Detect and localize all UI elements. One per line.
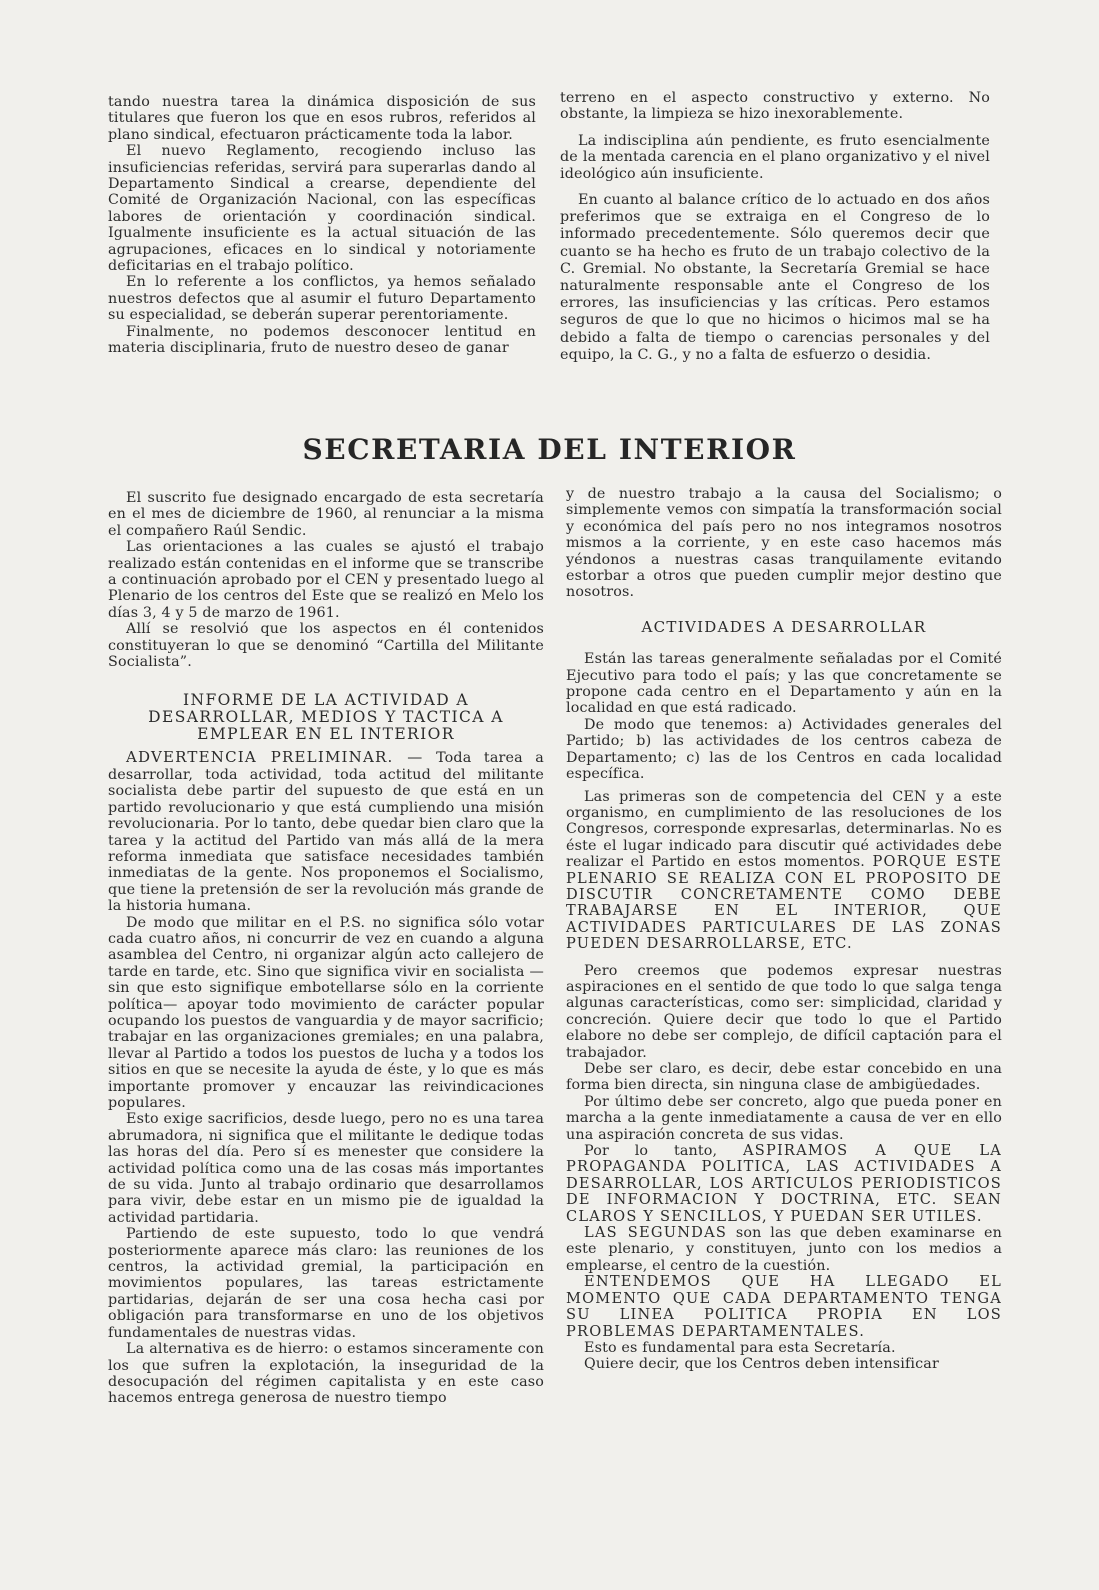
bottom-left-column xyxy=(108,490,544,1407)
paragraph: Por último debe ser concreto, algo que pueda poner en marcha a la gente inmediatamente a causa de ver en ello una aspiración concreta de sus vidas. xyxy=(566,1093,1002,1143)
paragraph xyxy=(566,789,1002,953)
paragraph: Finalmente, no podemos desconocer lentitud en materia disciplinaria, fruto de nuestro deseo de ganar xyxy=(108,323,536,357)
report-subheading: INFORME DE LA ACTIVIDAD A DESARROLLAR, MEDIOS Y TACTICA A EMPLEAR EN EL INTERIOR xyxy=(148,691,504,744)
paragraph xyxy=(108,749,544,914)
paragraph xyxy=(566,1225,1002,1274)
paragraph-caps: PORQUE ESTE PLENARIO SE REALIZA CON EL PROPOSITO DE DISCUTIR CONCRETAMENTE COMO DEBE TRABAJARSE EN EL INTERIOR, QUE ACTIVIDADES PARTICULARES DE LAS ZONAS PUEDEN DESARROLLARSE, ETC. xyxy=(566,853,1002,953)
bottom-right-column xyxy=(566,486,1002,1373)
paragraph-caps: ENTENDEMOS QUE HA LLEGADO EL MOMENTO QUE CADA DEPARTAMENTO TENGA SU LINEA POLITICA PROPIA EN LOS PROBLEMAS DEPARTAMENTALES. xyxy=(566,1273,1002,1340)
paragraph-caps: ASPIRAMOS A QUE LA PROPAGANDA POLITICA, LAS ACTIVIDADES A DESARROLLAR, LOS ARTICULOS PERIODISTICOS DE INFORMACION Y DOCTRINA, ETC. SEAN CLAROS Y SENCILLOS, Y PUEDAN SER UTILES. xyxy=(566,1142,1002,1225)
paragraph: De modo que tenemos: a) Actividades generales del Partido; b) las actividades de los centros cabeza de Departamento; c) las de los Centros en cada localidad específica. xyxy=(566,716,1002,783)
paragraph: terreno en el aspecto constructivo y externo. No obstante, la limpieza se hizo inexorablemente. xyxy=(560,90,990,123)
paragraph: Allí se resolvió que los aspectos en él contenidos constituyeran lo que se denominó “Cartilla del Militante Socialista”. xyxy=(108,621,544,671)
paragraph-text: son las que deben examinarse en este plenario, y constituyen, junto con los medios a emplearse, el centro de la cuestión. xyxy=(566,1225,1002,1274)
top-right-column xyxy=(560,90,990,364)
paragraph: Están las tareas generalmente señaladas por el Comité Ejecutivo para todo el país; y las que concretamente se propone cada centro en el Departamento y aún en la localidad en que está radicado. xyxy=(566,651,1002,717)
paragraph: El suscrito fue designado encargado de esta secretaría en el mes de diciembre de 1960, al renunciar a la misma el compañero Raúl Sendic. xyxy=(108,490,544,539)
paragraph: Esto exige sacrificios, desde luego, pero no es una tarea abrumadora, ni significa que el militante le dedique todas las horas del día. Pero sí es menester que considere la actividad política como una de las cosas más importantes de su vida. Junto al trabajo ordinario que desarrollamos para vivir, debe estar en un mismo pie de igualdad la actividad partidaria. xyxy=(108,1111,544,1226)
paragraph-text: Toda tarea a desarrollar, toda actividad, toda actitud del militante socialista debe partir del supuesto de que está en un partido revolucionario y que está cumpliendo una misión revolucionaria. Por lo tanto, debe quedar bien claro que la tarea y la actitud del Partido van más allá de la mera reforma inmediata que satisface necesidades también inmediatas de la gente. Nos proponemos el Socialismo, que tiene la pretensión de ser la revolución más grande de la historia humana. xyxy=(108,750,544,915)
paragraph-text: Por lo tanto, xyxy=(584,1143,718,1160)
paragraph-lead: ADVERTENCIA PRELIMINAR. — xyxy=(126,748,424,767)
paragraph: La alternativa es de hierro: o estamos sinceramente con los que sufren la explotación, la inseguridad de la desocupación del régimen capitalista y en este caso hacemos entrega generosa de nuestro tiempo xyxy=(108,1341,544,1407)
paragraph: y de nuestro trabajo a la causa del Socialismo; o simplemente vemos con simpatía la transformación social y económica del país pero no nos integramos nosotros mismos a la corriente, y en este caso hacemos más yéndonos a nuestras casas tranquilamente evitando estorbar a otros que pueden cumplir mejor destino que nosotros. xyxy=(566,486,1002,601)
activities-subheading: ACTIVIDADES A DESARROLLAR xyxy=(641,617,927,636)
paragraph: Esto es fundamental para esta Secretaría. xyxy=(584,1339,896,1356)
paragraph: tando nuestra tarea la dinámica disposición de sus titulares que fueron los que en esos rubros, referidos al plano sindical, efectuaron prácticamente toda la labor. xyxy=(108,94,536,143)
paragraph: De modo que militar en el P.S. no significa sólo votar cada cuatro años, ni concurrir de vez en cuando a alguna asamblea del Centro, ni organizar algún acto callejero de tarde en tarde, etc. Sino que significa vivir en socialista —sin que esto signifique embotellarse sólo en la corriente política— apoyar todo movimiento de carácter popular ocupando los puestos de vanguardia y de mayor sacrificio; trabajar en las organizaciones gremiales; en una palabra, llevar al Partido a todos los puestos de lucha y a todos los sitios en que se necesite la ayuda de éste, y lo que es más importante promover y encauzar las reivindicaciones populares. xyxy=(108,914,544,1111)
paragraph: En cuanto al balance crítico de lo actuado en dos años preferimos que se extraiga en el Congreso de lo informado precedentemente. Sólo queremos decir que cuanto se ha hecho es fruto de un trabajo colectivo de la C. Gremial. No obstante, la Secretaría Gremial se hace naturalmente responsable ante el Congreso de los errores, las insuficiencias y las críticas. Pero estamos seguros de que lo que no hicimos o hicimos mal se ha debido a falta de tiempo o carencias personales y del equipo, la C. G., y no a falta de esfuerzo o desidia. xyxy=(560,192,990,363)
section-title: SECRETARIA DEL INTERIOR xyxy=(302,433,797,466)
paragraph: La indisciplina aún pendiente, es fruto esencialmente de la mentada carencia en el plano organizativo y el nivel ideológico aún insuficiente. xyxy=(560,132,990,182)
paragraph: Pero creemos que podemos expresar nuestras aspiraciones en el sentido de que todo lo que salga tenga algunas características, como ser: simplicidad, claridad y concreción. Quiere decir que todo lo que el Partido elabore no debe ser complejo, de difícil captación para el trabajador. xyxy=(566,962,1002,1061)
paragraph: Debe ser claro, es decir, debe estar concebido en una forma bien directa, sin ninguna clase de ambigüedades. xyxy=(566,1061,1002,1094)
paragraph xyxy=(566,1143,1002,1225)
paragraph: Las orientaciones a las cuales se ajustó el trabajo realizado están contenidas en el informe que se transcribe a continuación aprobado por el CEN y presentado luego al Plenario de los centros del Este que se realizó en Melo los días 3, 4 y 5 de marzo de 1961. xyxy=(108,539,544,621)
paragraph-caps: LAS SEGUNDAS xyxy=(584,1224,728,1242)
paragraph: En lo referente a los conflictos, ya hemos señalado nuestros defectos que al asumir el futuro Departamento su especialidad, se deberán superar perentoriamente. xyxy=(108,274,536,324)
paragraph xyxy=(566,1274,1002,1340)
paragraph: Quiere decir, que los Centros deben intensificar xyxy=(584,1356,939,1373)
paragraph: El nuevo Reglamento, recogiendo incluso las insuficiencias referidas, servirá para superarlas dando al Departamento Sindical a crearse, dependiente del Comité de Organización Nacional, con las específicas labores de orientación y coordinación sindical. Igualmente insuficiente es la actual situación de las agrupaciones, eficaces en lo sindical y notoriamente deficitarias en el trabajo político. xyxy=(108,143,536,275)
paragraph-text: Las primeras son de competencia del CEN y a este organismo, en cumplimiento de las resoluciones de los Congresos, corresponde expresarlas, determinarlas. No es éste el lugar indicado para discutir qué actividades debe realizar el Partido en estos momentos. xyxy=(566,788,1002,871)
top-left-column xyxy=(108,94,536,357)
paragraph: Partiendo de este supuesto, todo lo que vendrá posteriormente aparece más claro: las reuniones de los centros, la actividad gremial, la participación en movimientos populares, las tareas estrictamente partidarias, dejarán de ser una cosa hecha casi por obligación para transformarse en uno de los objetivos fundamentales de nuestras vidas. xyxy=(108,1226,544,1341)
